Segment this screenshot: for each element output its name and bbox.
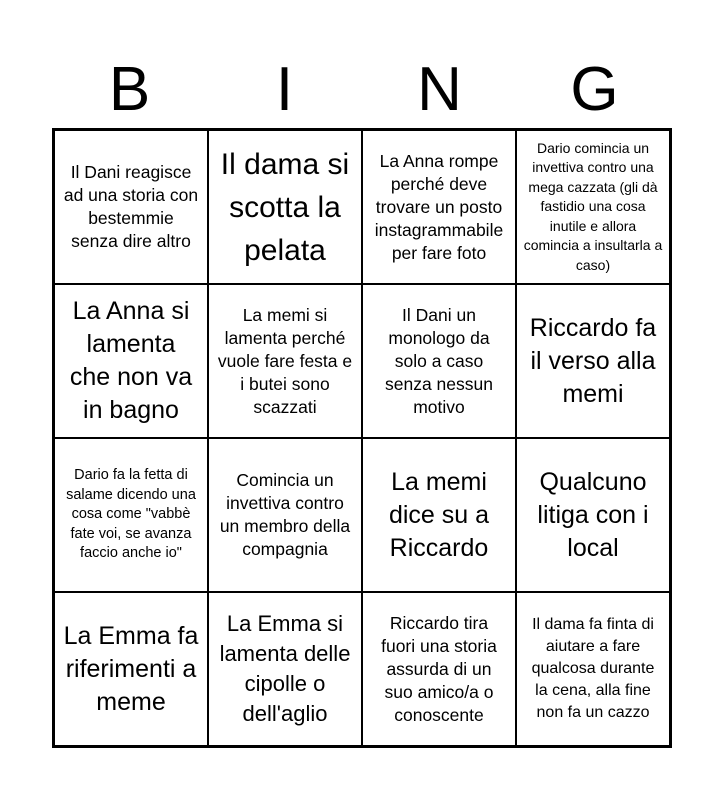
cell-text: La Emma fa riferimenti a meme — [63, 621, 199, 716]
title-letter-b: B — [108, 55, 151, 124]
bingo-board — [52, 128, 672, 748]
cell-text: La Anna si lamenta che non va in bagno — [69, 297, 193, 424]
bingo-cell-r1-c3[interactable] — [362, 130, 516, 284]
bingo-cell-r2-c2[interactable] — [208, 284, 362, 438]
cell-text: Il dama si scotta la pelata — [220, 147, 350, 267]
bingo-cell-r3-c3[interactable] — [362, 438, 516, 592]
cell-text: Riccardo fa il verso alla memi — [529, 313, 657, 408]
cell-text: La memi dice su a Riccardo — [388, 467, 490, 562]
bingo-cell-r2-c1[interactable] — [54, 284, 208, 438]
title-letter-n: N — [417, 55, 462, 124]
cell-text: La Anna rompe perché deve trovare un posto instagrammabile per fare foto — [374, 150, 504, 263]
cell-text: Comincia un invettiva contro un membro della compagnia — [219, 470, 351, 559]
cell-text: Dario comincia un invettiva contro una mega cazzata (gli dà fastidio una cosa inutile e allora comincia a insultarla a caso) — [523, 139, 663, 273]
bingo-cell-r4-c2[interactable] — [208, 592, 362, 746]
bingo-cell-r1-c2[interactable] — [208, 130, 362, 284]
cell-text: Dario fa la fetta di salame dicendo una cosa come "vabbè fate voi, se avanza faccio anche io" — [66, 467, 196, 562]
bingo-cell-r2-c3[interactable] — [362, 284, 516, 438]
bingo-cell-r1-c1[interactable] — [54, 130, 208, 284]
cell-text: Il dama fa finta di aiutare a fare qualcosa durante la cena, alla fine non fa un cazzo — [531, 616, 655, 721]
cell-text: Il Dani un monologo da solo a caso senza nessun motivo — [385, 304, 493, 417]
cell-text: La Emma si lamenta delle cipolle o dell'aglio — [219, 611, 351, 726]
bingo-cell-r1-c4[interactable] — [516, 130, 670, 284]
cell-text: Riccardo tira fuori una storia assurda di un suo amico/a o conoscente — [381, 612, 497, 725]
bingo-cell-r2-c4[interactable] — [516, 284, 670, 438]
title-letter-i: I — [275, 55, 294, 124]
cell-text: Il Dani reagisce ad una storia con bestemmie senza dire altro — [63, 162, 199, 251]
bingo-cell-r4-c1[interactable] — [54, 592, 208, 746]
title-letter-g: G — [570, 55, 619, 124]
bingo-title — [52, 52, 672, 128]
bingo-cell-r3-c1[interactable] — [54, 438, 208, 592]
bingo-cell-r3-c4[interactable] — [516, 438, 670, 592]
cell-text: La memi si lamenta perché vuole fare festa e i butei sono scazzati — [217, 304, 353, 417]
bingo-cell-r4-c4[interactable] — [516, 592, 670, 746]
bingo-cell-r4-c3[interactable] — [362, 592, 516, 746]
bingo-cell-r3-c2[interactable] — [208, 438, 362, 592]
cell-text: Qualcuno litiga con i local — [537, 467, 649, 562]
